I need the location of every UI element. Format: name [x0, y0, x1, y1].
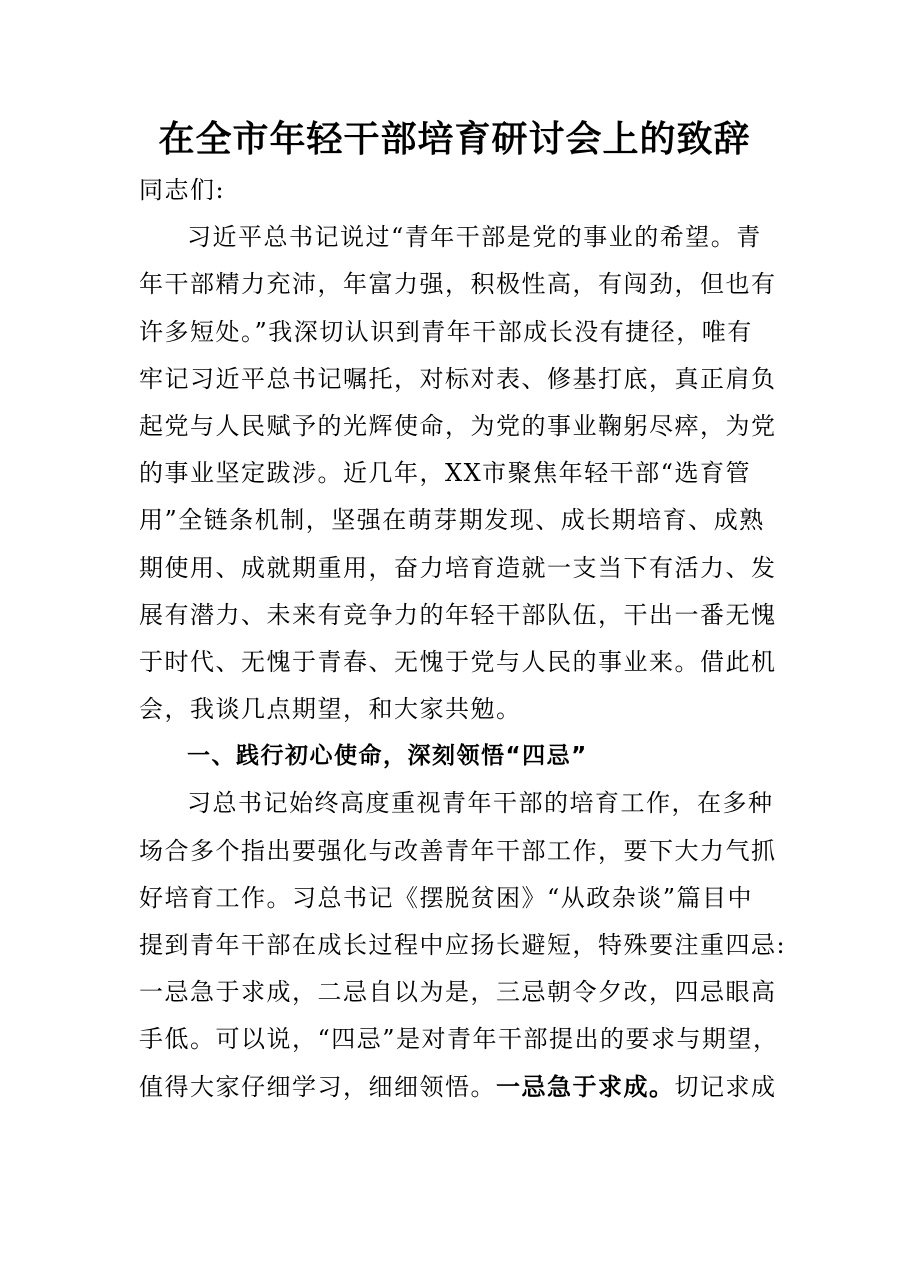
document-body — [139, 167, 787, 1111]
paragraph-line: 会，我谈几点期望，和大家共勉。 — [139, 695, 522, 724]
paragraph-line: 一忌急于求成，二忌自以为是，三忌朝令夕改，四忌眼高 — [139, 978, 777, 1007]
paragraph-line: 习近平总书记说过“青年干部是党的事业的希望。青 — [187, 223, 762, 252]
paragraph-line: 提到青年干部在成长过程中应扬长避短，特殊要注重四忌: — [139, 931, 787, 959]
paragraph-line: 于时代、无愧于青春、无愧于党与人民的事业来。借此机 — [139, 647, 777, 676]
section-heading: 一、践行初心使命，深刻领悟“四忌” — [187, 743, 588, 770]
bold-phrase: 一忌急于求成。 — [496, 1072, 675, 1101]
paragraph-line: 手低。可以说，“四忌”是对青年干部提出的要求与期望， — [139, 1025, 779, 1054]
paragraph-line: 展有潜力、未来有竞争力的年轻干部队伍，干出一番无愧 — [139, 600, 777, 629]
last-line-suffix: 切记求成 — [674, 1072, 777, 1101]
paragraph-line: 起党与人民赋予的光辉使命，为党的事业鞠躬尽瘁，为党 — [139, 411, 777, 440]
paragraph-line: 好培育工作。习总书记《摆脱贫困》“从政杂谈”篇目中 — [139, 883, 754, 912]
paragraph-line: 场合多个指出要强化与改善青年干部工作，要下大力气抓 — [139, 836, 777, 865]
paragraph-line: 牢记习近平总书记嘱托，对标对表、修基打底，真正肩负 — [139, 364, 777, 393]
paragraph-line: 许多短处。”我深切认识到青年干部成长没有捷径，唯有 — [139, 317, 753, 346]
paragraph-line: 期使用、成就期重用，奋力培育造就一支当下有活力、发 — [139, 553, 777, 582]
paragraph-line: 年干部精力充沛，年富力强，积极性高，有闯劲，但也有 — [139, 270, 777, 299]
paragraph-line-mixed — [139, 1064, 777, 1111]
last-line-prefix: 值得大家仔细学习，细细领悟。 — [139, 1072, 496, 1101]
paragraph-line: 的事业坚定跋涉。近几年，XX市聚焦年轻干部“选育管 — [139, 459, 751, 488]
salutation: 同志们: — [139, 176, 226, 204]
document-title: 在全市年轻干部培育研讨会上的致辞 — [158, 119, 751, 160]
paragraph-line: 习总书记始终高度重视青年干部的培育工作，在多种 — [187, 789, 774, 818]
paragraph-line: 用”全链条机制，坚强在萌芽期发现、成长期培育、成熟 — [139, 506, 765, 535]
